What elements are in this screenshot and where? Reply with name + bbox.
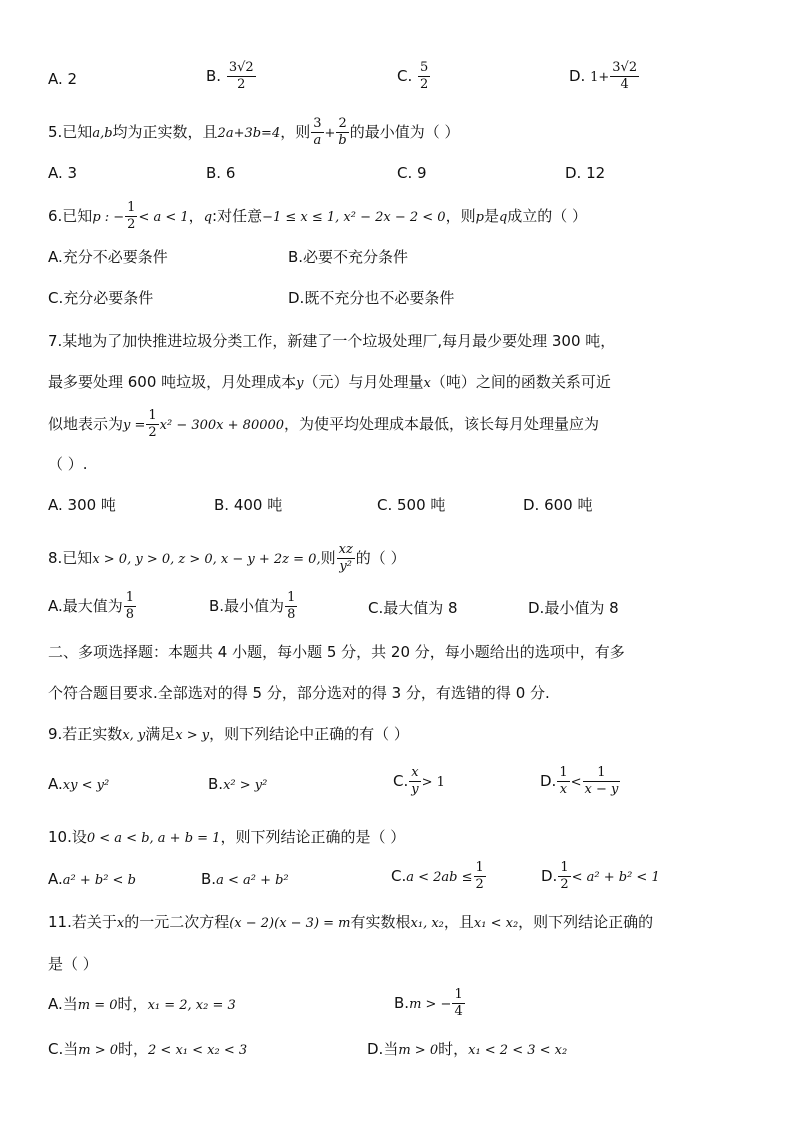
q5-option-a: A. 3 <box>48 164 78 182</box>
q6-option-a: A.充分不必要条件 <box>48 248 168 266</box>
q6-option-b: B.必要不充分条件 <box>288 248 409 266</box>
section-2-heading-line-2: 个符合题目要求.全部选对的得 5 分，部分选对的得 3 分，有选错的得 0 分. <box>48 684 550 702</box>
q5-option-c: C. 9 <box>397 164 427 182</box>
q10-d-fraction: $\frac{1}{2}$ <box>560 860 569 892</box>
q11-option-a: A.当m = 0时，x₁ = 2, x₂ = 3 <box>48 995 236 1013</box>
section-2-heading-line-1: 二、多项选择题：本题共 4 小题，每小题 5 分，共 20 分，每小题给出的选项中，有多 <box>48 643 625 661</box>
q5-fraction-2: $\frac{2}{b}$ <box>338 116 347 148</box>
q8-b-fraction: $\frac{1}{8}$ <box>287 590 296 622</box>
q7-option-b: B. 400 吨 <box>214 496 283 514</box>
q6-option-d: D.既不充分也不必要条件 <box>288 289 455 307</box>
q9-option-a: A.xy < y² <box>48 775 110 793</box>
q7-line-4: （ ）. <box>48 455 88 473</box>
q4-option-b: B. $\frac{3√2}{2}$ <box>206 60 254 92</box>
q9-option-b: B.x² > y² <box>208 775 268 793</box>
q4-b-fraction: $\frac{3√2}{2}$ <box>228 60 254 92</box>
q9-d-fraction-2: $\frac{1}{x - y}$ <box>584 765 619 797</box>
q6-stem: 6.已知p : − $\frac{1}{2}$ < a < 1，q:对任意−1 ≤ x ≤ 1, x² − 2x − 2 < 0，则p是q成立的（ ） <box>48 200 588 232</box>
q5-stem: 5.已知a,b均为正实数，且2a+3b=4，则 $\frac{3}{a}$ + $\frac{2}{b}$ 的最小值为（ ） <box>48 116 460 148</box>
q9-stem: 9.若正实数x, y满足x > y，则下列结论中正确的有（ ） <box>48 725 409 743</box>
q5-fraction-1: $\frac{3}{a}$ <box>313 116 322 148</box>
q8-stem: 8.已知x > 0, y > 0, z > 0, x − y + 2z = 0,则 $\frac{xz}{\text{y²}}$ 的（ ） <box>48 542 406 574</box>
q11-stem-line-1: 11.若关于x的一元二次方程(x − 2)(x − 3) = m有实数根x₁, x₂，且x₁ < x₂，则下列结论正确的 <box>48 913 654 931</box>
q11-stem-line-2: 是（ ） <box>48 955 98 973</box>
q10-stem: 10.设0 < a < b, a + b = 1，则下列结论正确的是（ ） <box>48 828 406 846</box>
q10-c-fraction: $\frac{1}{2}$ <box>475 860 484 892</box>
q5-option-b: B. 6 <box>206 164 236 182</box>
q7-option-a: A. 300 吨 <box>48 496 116 514</box>
q7-option-d: D. 600 吨 <box>523 496 593 514</box>
q6-fraction: $\frac{1}{2}$ <box>127 200 136 232</box>
q7-line-3: 似地表示为y = $\frac{1}{2}$ x² − 300x + 80000，为使平均处理成本最低，该长每月处理量应为 <box>48 408 600 440</box>
q11-option-b: B.m > − $\frac{1}{4}$ <box>394 987 463 1019</box>
q10-option-b: B.a < a² + b² <box>201 870 289 888</box>
q7-fraction: $\frac{1}{2}$ <box>148 408 157 440</box>
q8-option-a: A.最大值为 $\frac{1}{8}$ <box>48 590 135 622</box>
q4-d-fraction: $\frac{3√2}{4}$ <box>612 60 638 92</box>
q7-option-c: C. 500 吨 <box>377 496 446 514</box>
q9-option-c: C. $\frac{x}{y}$ > 1 <box>393 765 445 797</box>
q4-option-d: D. 1+ $\frac{3√2}{4}$ <box>569 60 638 92</box>
q7-line-2: 最多要处理 600 吨垃圾，月处理成本y（元）与月处理量x（吨）之间的函数关系可近 <box>48 373 611 391</box>
q4-c-fraction: $\frac{5}{2}$ <box>420 60 429 92</box>
q8-a-fraction: $\frac{1}{8}$ <box>125 590 135 622</box>
q9-c-fraction: $\frac{x}{y}$ <box>411 765 419 797</box>
q4-option-c: C. $\frac{5}{2}$ <box>397 60 429 92</box>
q6-option-c: C.充分必要条件 <box>48 289 154 307</box>
q11-b-fraction: $\frac{1}{4}$ <box>454 987 463 1019</box>
q7-line-1: 7.某地为了加快推进垃圾分类工作，新建了一个垃圾处理厂,每月最少要处理 300 吨， <box>48 332 616 350</box>
q8-option-c: C.最大值为 8 <box>368 599 458 617</box>
q8-option-d: D.最小值为 8 <box>528 599 619 617</box>
q5-option-d: D. 12 <box>565 164 606 182</box>
q8-fraction: $\frac{xz}{\text{y²}}$ <box>338 542 353 574</box>
q10-option-d: D. $\frac{1}{2}$ < a² + b² < 1 <box>541 860 660 892</box>
q8-option-b: B.最小值为 $\frac{1}{8}$ <box>209 590 296 622</box>
q10-option-a: A.a² + b² < b <box>48 870 136 888</box>
q9-option-d: D. $\frac{1}{x}$ < $\frac{1}{x - y}$ <box>540 765 619 797</box>
q4-option-a: A. 2 <box>48 70 78 88</box>
q11-option-c: C.当m > 0时，2 < x₁ < x₂ < 3 <box>48 1040 248 1058</box>
q9-d-fraction-1: $\frac{1}{x}$ <box>559 765 568 797</box>
q10-option-c: C.a < 2ab ≤ $\frac{1}{2}$ <box>391 860 484 892</box>
q11-option-d: D.当m > 0时，x₁ < 2 < 3 < x₂ <box>367 1040 568 1058</box>
